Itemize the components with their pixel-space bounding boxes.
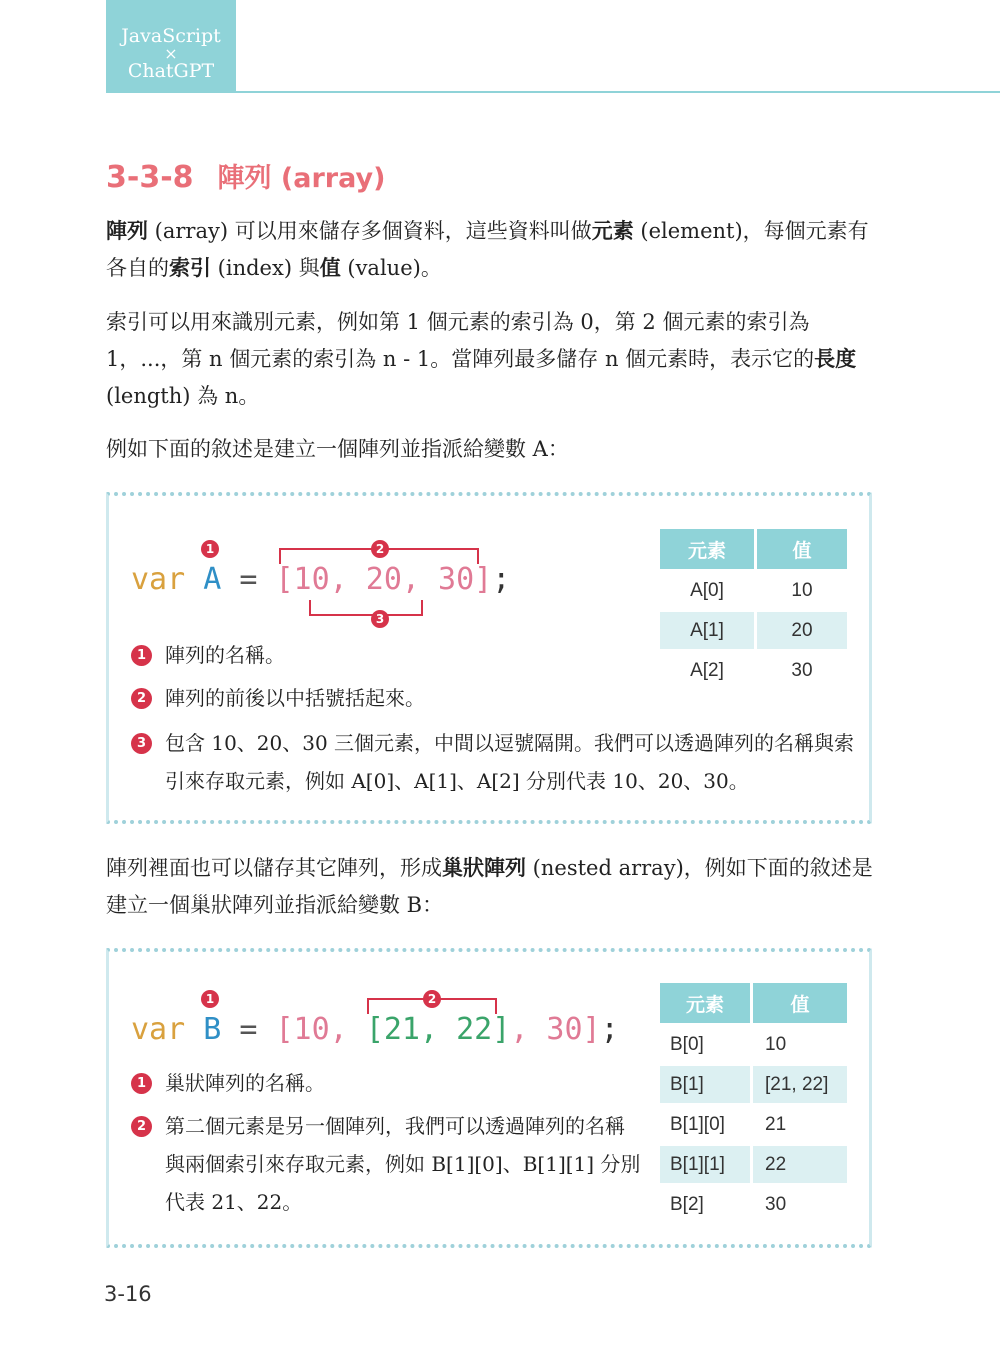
code-var-name: B [203, 1012, 222, 1047]
note-text: 陣列的名稱。 [165, 643, 285, 667]
code-operator: = [239, 1012, 258, 1047]
table-row [660, 1026, 847, 1063]
marker-2: 2 [423, 990, 441, 1008]
note-1 [131, 636, 651, 674]
code-keyword: var [131, 1012, 186, 1047]
note-2 [131, 1107, 641, 1221]
note-number: 2 [131, 688, 152, 709]
p1-text: (element)，每個元素有各自的 [106, 219, 869, 280]
table-header: 值 [757, 529, 847, 569]
table-cell: A[0] [660, 572, 754, 609]
paragraph-3: 例如下面的敘述是建立一個陣列並指派給變數 A： [106, 437, 569, 461]
term-nested-array: 巢狀陣列 [442, 856, 526, 880]
marker-1: 1 [201, 540, 219, 558]
table-cell: 30 [757, 652, 847, 689]
code-array-close: , 30] [510, 1012, 601, 1047]
table-cell: 22 [753, 1146, 847, 1183]
table-row [660, 1186, 847, 1223]
table-row [660, 572, 847, 609]
table-cell: 20 [757, 612, 847, 649]
p1-text: (index) 與 [211, 256, 320, 280]
badge-line1: JavaScript [121, 25, 221, 47]
table-cell: 10 [757, 572, 847, 609]
table-row [660, 1066, 847, 1103]
book-badge [106, 0, 236, 93]
paragraph-4 [106, 850, 874, 924]
table-header: 元素 [660, 983, 750, 1023]
table-cell: [21, 22] [753, 1066, 847, 1103]
table-cell: B[1][1] [660, 1146, 750, 1183]
table-cell: 10 [753, 1026, 847, 1063]
note-2 [131, 679, 651, 717]
term-index: 索引 [169, 256, 211, 280]
table-row [660, 1146, 847, 1183]
code-keyword: var [131, 562, 186, 597]
table-row [660, 1106, 847, 1143]
note-1 [131, 1064, 641, 1102]
table-cell: B[2] [660, 1186, 750, 1223]
example-box-2 [106, 948, 872, 1248]
header-rule [236, 91, 1000, 93]
note-number: 1 [131, 645, 152, 666]
badge-line3: ChatGPT [127, 60, 215, 82]
table-cell: A[1] [660, 612, 754, 649]
marker-1: 1 [201, 990, 219, 1008]
bracket-bottom [309, 600, 423, 616]
paragraph-1 [106, 213, 874, 287]
term-value: 值 [319, 256, 341, 280]
table-cell: B[1][0] [660, 1106, 750, 1143]
page-number: 3-16 [104, 1282, 152, 1306]
table-row [660, 612, 847, 649]
p2-text: 索引可以用來識別元素，例如第 1 個元素的索引為 0，第 2 個元素的索引為 1，...，第 n 個元素的索引為 n - 1。當陣列最多儲存 n 個元素時，表示它的 [106, 310, 815, 371]
table-header: 元素 [660, 529, 754, 569]
p2-text: (length) 為 n。 [106, 384, 260, 408]
table-cell: B[0] [660, 1026, 750, 1063]
section-title [106, 156, 385, 195]
value-table-b [657, 980, 850, 1226]
table-row [660, 652, 847, 689]
term-array: 陣列 [106, 219, 148, 243]
code-sub-array: [21, 22] [365, 1012, 511, 1047]
note-number: 1 [131, 1073, 152, 1094]
code-line-a [131, 562, 510, 597]
code-semicolon: ; [492, 562, 511, 597]
example-box-1 [106, 492, 872, 824]
paragraph-2 [106, 304, 874, 415]
note-text: 巢狀陣列的名稱。 [165, 1071, 325, 1095]
code-array: [10, 20, 30] [275, 562, 493, 597]
note-number: 2 [131, 1116, 152, 1137]
code-operator: = [239, 562, 258, 597]
note-text: 包含 10、20、30 三個元素，中間以逗號隔開。我們可以透過陣列的名稱與索引來存取元素，例如 A[0]、A[1]、A[2] 分別代表 10、20、30。 [165, 731, 855, 793]
section-number: 3-3-8 [106, 160, 194, 195]
note-text: 陣列的前後以中括號括起來。 [165, 686, 425, 710]
note-3 [131, 724, 861, 800]
value-table-a [657, 526, 850, 692]
term-length: 長度 [814, 347, 857, 371]
table-cell: B[1] [660, 1066, 750, 1103]
table-cell: 21 [753, 1106, 847, 1143]
marker-2: 2 [371, 540, 389, 558]
badge-line2: × [164, 44, 178, 63]
p1-text: (value)。 [340, 256, 442, 280]
table-header: 值 [753, 983, 847, 1023]
code-line-b [131, 1012, 619, 1047]
code-array-open: [10, [275, 1012, 366, 1047]
note-text: 第二個元素是另一個陣列，我們可以透過陣列的名稱與兩個索引來存取元素，例如 B[1][0]、B[1][1] 分別代表 21、22。 [165, 1114, 641, 1214]
p4-text: 陣列裡面也可以儲存其它陣列，形成 [106, 856, 442, 880]
term-element: 元素 [591, 219, 634, 243]
p4-text: (nested array)，例如下面的敘述是建立一個巢狀陣列並指派給變數 B： [106, 856, 873, 917]
table-cell: A[2] [660, 652, 754, 689]
marker-3: 3 [371, 610, 389, 628]
code-var-name: A [203, 562, 222, 597]
code-semicolon: ; [600, 1012, 619, 1047]
section-title-text: 陣列 (array) [217, 163, 386, 194]
p1-text: (array) 可以用來儲存多個資料，這些資料叫做 [148, 219, 592, 243]
note-number: 3 [131, 733, 152, 754]
table-cell: 30 [753, 1186, 847, 1223]
